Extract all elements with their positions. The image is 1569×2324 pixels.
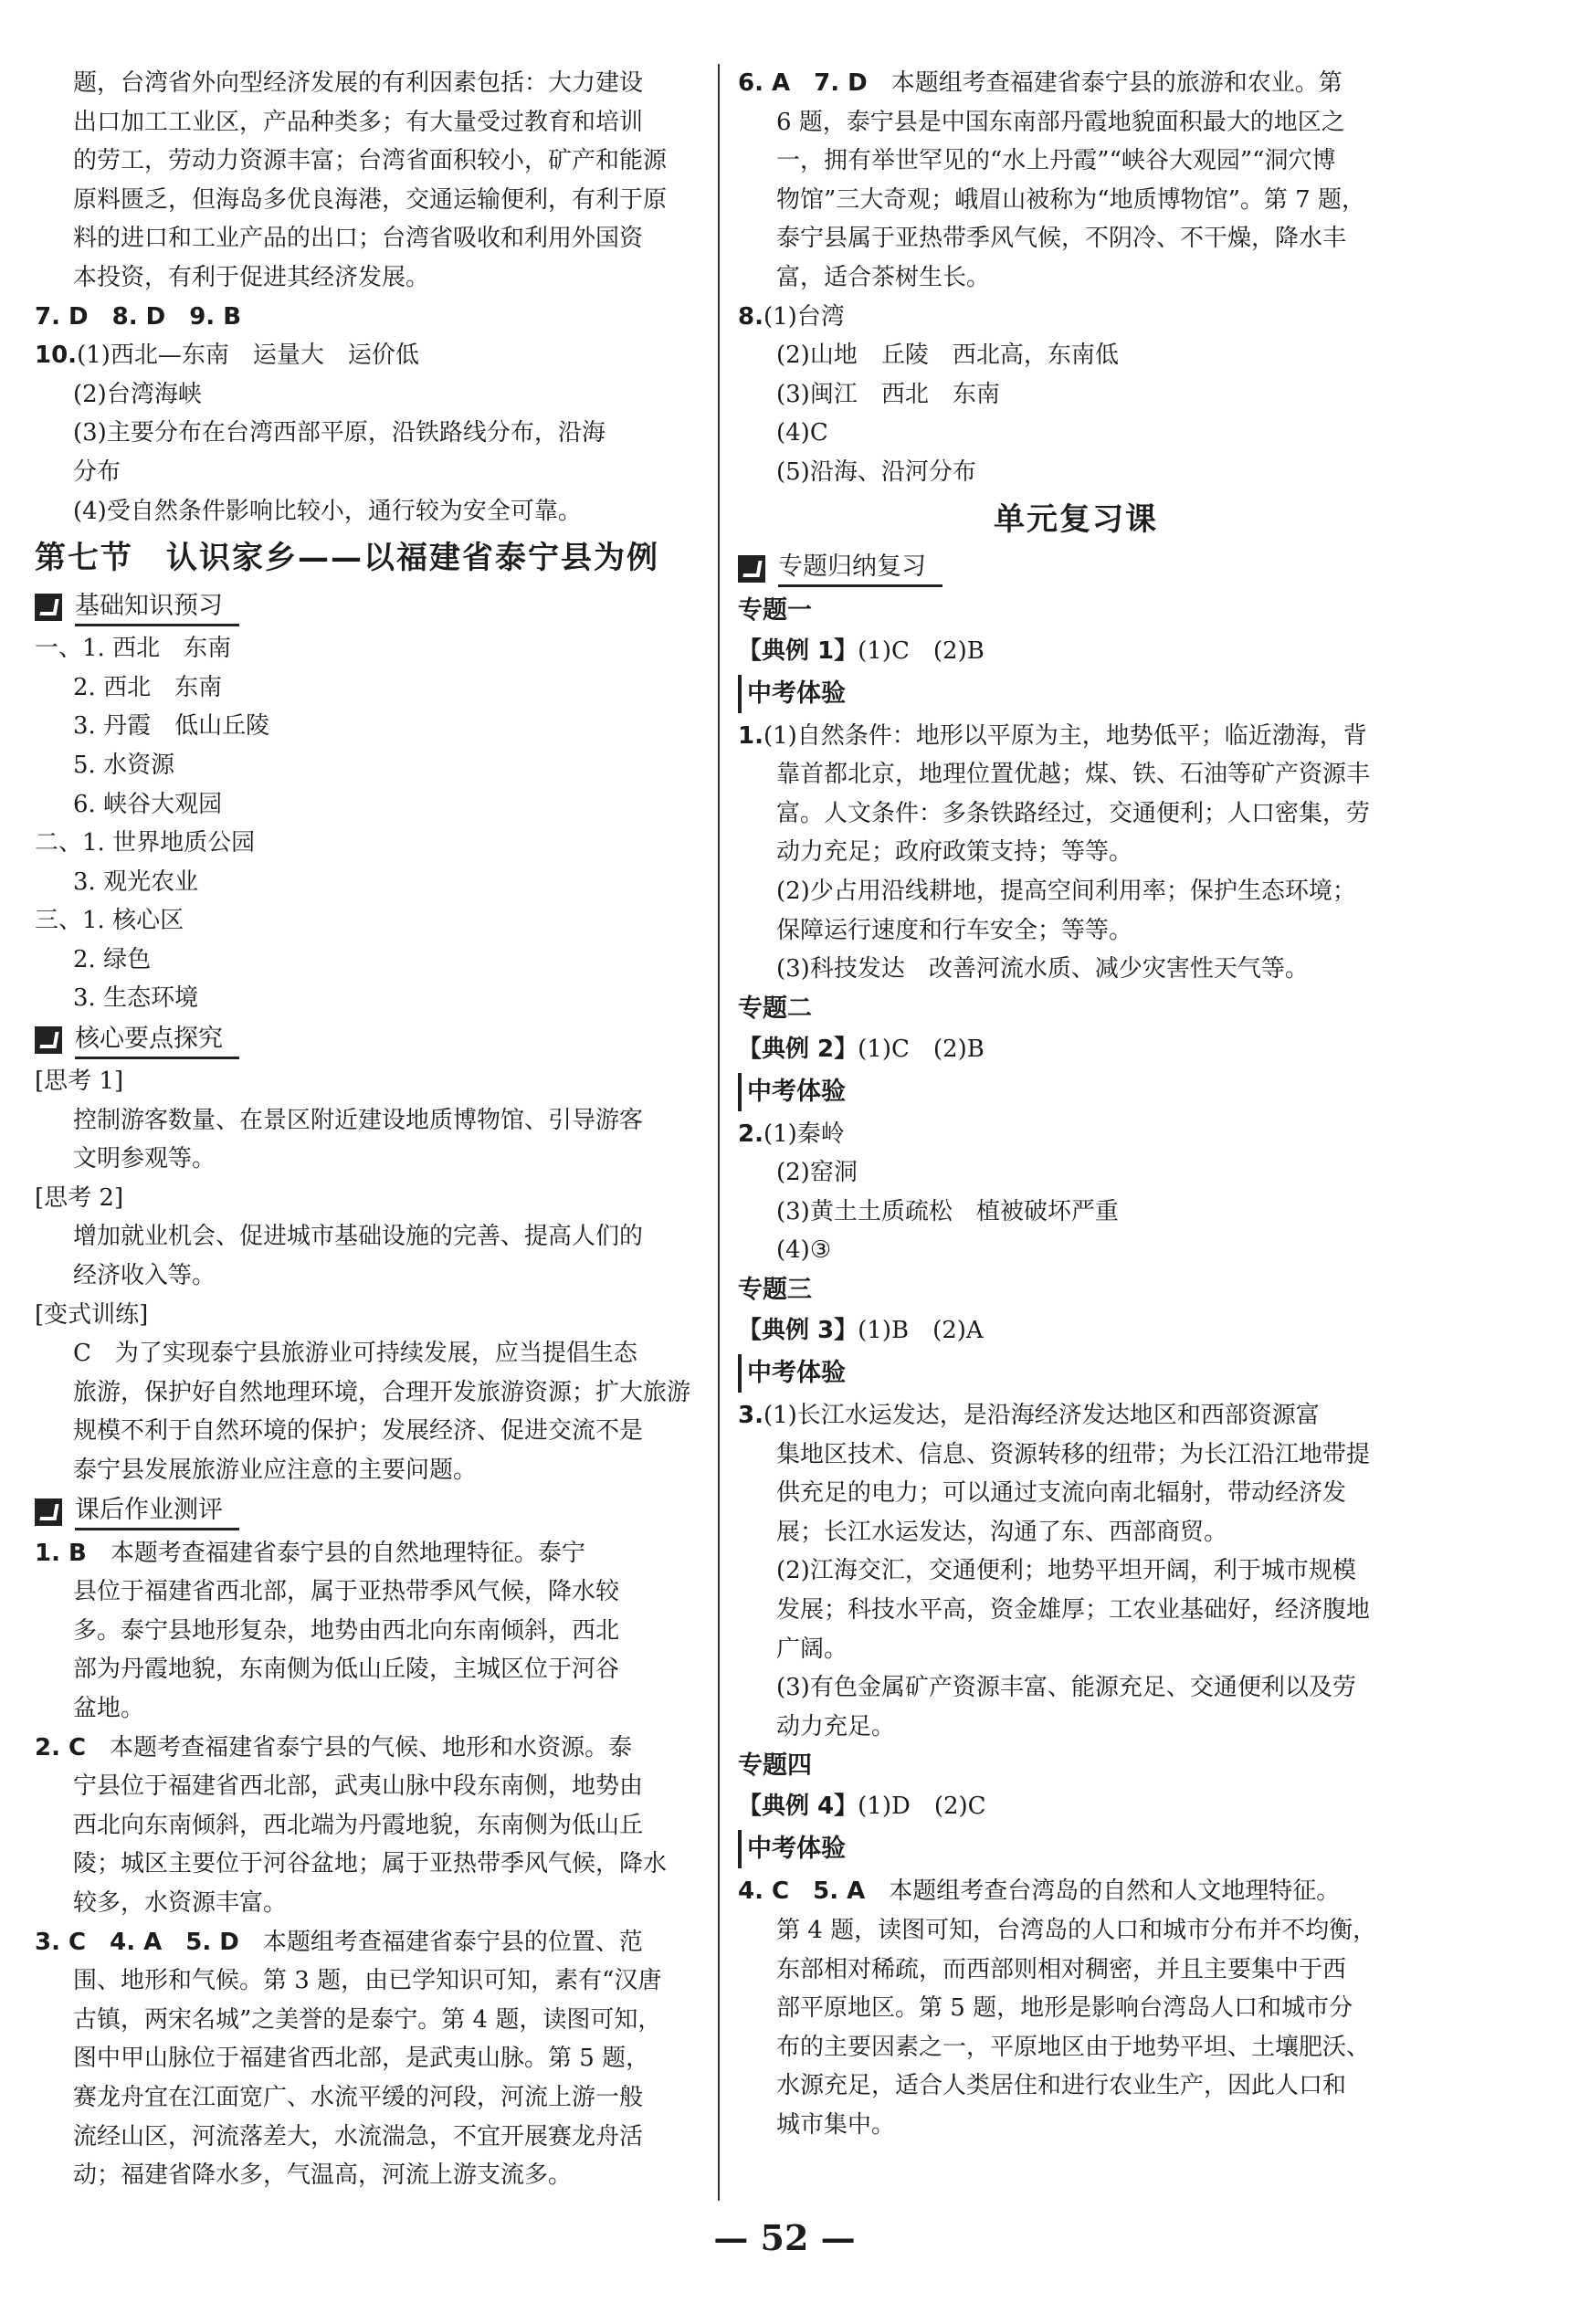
variant-label: [变式训练]	[35, 1300, 149, 1329]
text-line: 泰宁县发展旅游业应注意的主要问题。	[73, 1456, 478, 1484]
example-tag: 【典例 2】	[738, 1035, 858, 1063]
text-line: 西北向东南倾斜，西北端为丹霞地貌，东南侧为低山丘	[73, 1811, 644, 1839]
question-number: 3. C 4. A 5. D	[35, 1928, 239, 1956]
text-line: 城市集中。	[776, 2110, 896, 2139]
text-line: (2)窑洞	[776, 1159, 858, 1187]
text-line: 动力充足。	[776, 1712, 896, 1740]
topic-heading: 专题三	[738, 1276, 812, 1305]
topic-heading: 专题四	[738, 1751, 812, 1781]
text-line: (2)山地 丘陵 西北高，东南低	[776, 342, 1119, 370]
text-line: 6 题，泰宁县是中国东南部丹霞地貌面积最大的地区之	[776, 108, 1345, 136]
text-line: 文明参观等。	[73, 1145, 216, 1173]
question-number: 3.	[738, 1402, 763, 1430]
text-line: (1)秦岭	[763, 1120, 845, 1148]
text-line: 一，拥有举世罕见的“水上丹霞”“峡谷大观园”“洞穴博	[776, 147, 1336, 175]
text-line: 部为丹霞地貌，东南侧为低山丘陵，主城区位于河谷	[73, 1656, 620, 1684]
text-line: 展；长江水运发达，沟通了东、西部商贸。	[776, 1518, 1228, 1546]
banner-label: 基础知识预习	[75, 589, 239, 626]
question-8	[738, 298, 1414, 492]
exam-experience-heading: 中考体验	[738, 1830, 1414, 1868]
list-item: 5. 水资源	[73, 751, 175, 779]
text-line: 规模不利于自然环境的保护；发展经济、促进交流不是	[73, 1417, 644, 1446]
text-line: (2)江海交汇，交通便利；地势平坦开阔，利于城市规模	[776, 1557, 1356, 1585]
text-line: (1)台湾	[763, 302, 845, 331]
text-line: (3)闽江 西北 东南	[776, 380, 1000, 408]
example-tag: 【典例 4】	[738, 1793, 858, 1821]
text-line: 多。泰宁县地形复杂，地势由西北向东南倾斜，西北	[73, 1616, 620, 1645]
text-line: 围、地形和气候。第 3 题，由已学知识可知，素有“汉唐	[73, 1967, 662, 1995]
text-line: 泰宁县属于亚热带季风气候，不阴冷、不干燥，降水丰	[776, 225, 1347, 253]
text-line: 第 4 题，读图可知，台湾岛的人口和城市分布并不均衡，	[776, 1917, 1377, 1944]
text-line: 物馆”三大奇观；峨眉山被称为“地质博物馆”。第 7 题，	[776, 185, 1365, 214]
list-item: 2. 绿色	[73, 945, 152, 973]
text-line: 富，适合茶树生长。	[776, 263, 991, 291]
text-line: (1)自然条件：地形以平原为主，地势低平；临近渤海，背	[763, 721, 1367, 750]
list-item: 二、1. 世界地质公园	[35, 829, 256, 857]
right-column	[738, 64, 1414, 2145]
text-line: 赛龙舟宜在江面宽广、水流平缓的河段，河流上游一般	[73, 2083, 644, 2111]
example-answer: (1)C (2)B	[858, 636, 985, 665]
column-divider	[718, 64, 720, 2201]
exam-experience-heading: 中考体验	[738, 675, 1414, 713]
example-4	[738, 1786, 1414, 1826]
text-line: 图中甲山脉位于福建省西北部，是武夷山脉。第 5 题，	[73, 2045, 650, 2073]
homework-2	[35, 1729, 701, 1923]
banner-core	[35, 1020, 701, 1060]
exam-question-2	[738, 1115, 1414, 1270]
banner-topic-review	[738, 549, 1414, 589]
text-line: 本投资，有利于促进其经济发展。	[73, 263, 430, 291]
exam-question-4-5	[738, 1872, 1414, 2144]
exam-question-3	[738, 1396, 1414, 1746]
topic-heading: 专题二	[738, 994, 812, 1023]
checkmark-box-icon	[35, 1026, 62, 1054]
basic-knowledge-list	[35, 629, 701, 1018]
question-number: 2.	[738, 1120, 763, 1148]
text-line: 本题组考查福建省泰宁县的旅游和农业。第	[867, 69, 1343, 97]
example-tag: 【典例 1】	[738, 636, 858, 665]
text-line: 出口加工工业区，产品种类多；有大量受过教育和培训	[73, 108, 644, 136]
text-line: 广阔。	[776, 1635, 848, 1663]
question-number: 8.	[738, 302, 763, 331]
question-number: 10.	[35, 342, 78, 370]
text-line: (4)受自然条件影响比较小，通行较为安全可靠。	[73, 497, 582, 525]
text-line: (3)科技发达 改善河流水质、减少灾害性天气等。	[776, 955, 1309, 983]
exam-experience-heading: 中考体验	[738, 1354, 1414, 1393]
text-line: 本题组考查福建省泰宁县的位置、范	[238, 1928, 643, 1956]
text-line: 布的主要因素之一，平原地区由于地势平坦、土壤肥沃、	[776, 2033, 1371, 2061]
list-item: 3. 丹霞 低山丘陵	[73, 712, 270, 741]
text-line: 集地区技术、信息、资源转移的纽带；为长江沿江地带提	[776, 1440, 1371, 1468]
question-number: 1. B	[35, 1539, 87, 1567]
question-number: 2. C	[35, 1733, 87, 1761]
text-line: 发展；科技水平高，资金雄厚；工农业基础好，经济腹地	[776, 1596, 1371, 1625]
topic-heading: 专题一	[738, 595, 812, 625]
text-line: (2)少占用沿线耕地，提高空间利用率；保护生态环境；	[776, 877, 1356, 905]
banner-basic	[35, 587, 701, 627]
text-line: (3)有色金属矿产资源丰富、能源充足、交通便利以及劳	[776, 1674, 1356, 1702]
text-line: (3)黄土土质疏松 植被破坏严重	[776, 1197, 1119, 1225]
text-line: 盆地。	[73, 1694, 145, 1722]
text-line: 较多，水资源丰富。	[73, 1888, 288, 1917]
banner-label: 专题归纳复习	[778, 550, 942, 587]
question-6-7	[738, 64, 1414, 298]
question-number: 4. C 5. A	[738, 1877, 866, 1906]
list-item: 3. 观光农业	[73, 868, 199, 896]
list-item: 6. 峡谷大观园	[73, 790, 223, 818]
example-2	[738, 1029, 1414, 1069]
example-answer: (1)C (2)B	[858, 1035, 985, 1063]
banner-label: 核心要点探究	[75, 1022, 239, 1059]
answers-7-9: 7. D 8. D 9. B	[35, 302, 242, 331]
text-line: (4)③	[776, 1236, 832, 1265]
checkmark-box-icon	[738, 555, 765, 583]
text-line: 经济收入等。	[73, 1262, 216, 1290]
text-line: 本题考查福建省泰宁县的自然地理特征。泰宁	[86, 1539, 585, 1567]
exam-experience-heading: 中考体验	[738, 1073, 1414, 1111]
left-column	[35, 64, 701, 2195]
text-line: 部平原地区。第 5 题，地形是影响台湾岛人口和城市分	[776, 1994, 1353, 2023]
example-3	[738, 1310, 1414, 1351]
list-item: 2. 西北 东南	[73, 673, 223, 701]
text-line: C 为了实现泰宁县旅游业可持续发展，应当提倡生态	[73, 1340, 637, 1368]
question-number: 6. A 7. D	[738, 69, 868, 97]
section-title: 第七节 认识家乡——以福建省泰宁县为例	[35, 540, 659, 577]
list-item: 三、1. 核心区	[35, 907, 184, 935]
text-line: 供充足的电力；可以通过支流向南北辐射，带动经济发	[776, 1479, 1347, 1508]
text-line: 分布	[73, 457, 121, 486]
text-line: 料的进口和工业产品的出口；台湾省吸收和利用外国资	[73, 225, 644, 253]
text-line: 题，台湾省外向型经济发展的有利因素包括：大力建设	[73, 69, 644, 97]
homework-1	[35, 1534, 701, 1729]
text-line: 本题考查福建省泰宁县的气候、地形和水资源。泰	[86, 1733, 633, 1761]
text-line: (2)台湾海峡	[73, 380, 202, 408]
text-line: 保障运行速度和行车安全；等等。	[776, 916, 1133, 944]
text-line: 控制游客数量、在景区附近建设地质博物馆、引导游客	[73, 1106, 644, 1134]
text-line: 的劳工，劳动力资源丰富；台湾省面积较小，矿产和能源	[73, 147, 668, 175]
text-line: 古镇，两宋名城”之美誉的是泰宁。第 4 题，读图可知，	[73, 2005, 662, 2034]
list-item: 一、1. 西北 东南	[35, 635, 232, 663]
unit-review-title: 单元复习课	[994, 500, 1158, 538]
exam-question-1	[738, 717, 1414, 989]
text-line: (1)长江水运发达，是沿海经济发达地区和西部资源富	[763, 1402, 1320, 1430]
text-line: 动力充足；政府政策支持；等等。	[776, 838, 1133, 867]
example-1	[738, 631, 1414, 671]
checkmark-box-icon	[35, 1499, 62, 1526]
text-line: (4)C	[776, 419, 828, 447]
text-line: (3)主要分布在台湾西部平原，沿铁路线分布，沿海	[73, 419, 605, 447]
example-answer: (1)D (2)C	[858, 1793, 986, 1821]
text-line: 县位于福建省西北部，属于亚热带季风气候，降水较	[73, 1578, 620, 1606]
text-line: 动；福建省降水多，气温高，河流上游支流多。	[73, 2161, 573, 2190]
page-number: — 52 —	[713, 2217, 856, 2258]
question-number: 1.	[738, 721, 763, 750]
banner-label: 课后作业测评	[75, 1493, 239, 1530]
intro-paragraph	[35, 64, 701, 298]
example-answer: (1)B (2)A	[858, 1317, 984, 1345]
text-line: (1)西北—东南 运量大 运价低	[77, 342, 419, 370]
text-line: (5)沿海、沿河分布	[776, 457, 976, 486]
checkmark-box-icon	[35, 594, 62, 621]
question-10	[35, 336, 701, 531]
list-item: 3. 生态环境	[73, 984, 199, 1013]
text-line: 旅游，保护好自然地理环境，合理开发旅游资源；扩大旅游	[73, 1378, 691, 1406]
example-tag: 【典例 3】	[738, 1317, 858, 1345]
homework-3-5	[35, 1923, 701, 2195]
text-line: 增加就业机会、促进城市基础设施的完善、提高人们的	[73, 1223, 644, 1251]
text-line: 陵；城区主要位于河谷盆地；属于亚热带季风气候，降水	[73, 1850, 668, 1878]
think-1-label: [思考 1]	[35, 1067, 124, 1096]
text-line: 东部相对稀疏，而西部则相对稠密，并且主要集中于西	[776, 1955, 1347, 1983]
text-line: 宁县位于福建省西北部，武夷山脉中段东南侧，地势由	[73, 1772, 644, 1801]
text-line: 原料匮乏，但海岛多优良海港，交通运输便利，有利于原	[73, 185, 668, 214]
text-line: 富。人文条件：多条铁路经过，交通便利；人口密集，劳	[776, 799, 1371, 827]
text-line: 本题组考查台湾岛的自然和人文地理特征。	[865, 1877, 1341, 1906]
banner-homework	[35, 1492, 701, 1532]
text-line: 流经山区，河流落差大，水流湍急，不宜开展赛龙舟活	[73, 2122, 644, 2150]
text-line: 水源充足，适合人类居住和进行农业生产，因此人口和	[776, 2072, 1347, 2100]
text-line: 靠首都北京，地理位置优越；煤、铁、石油等矿产资源丰	[776, 761, 1371, 789]
think-2-label: [思考 2]	[35, 1183, 124, 1212]
